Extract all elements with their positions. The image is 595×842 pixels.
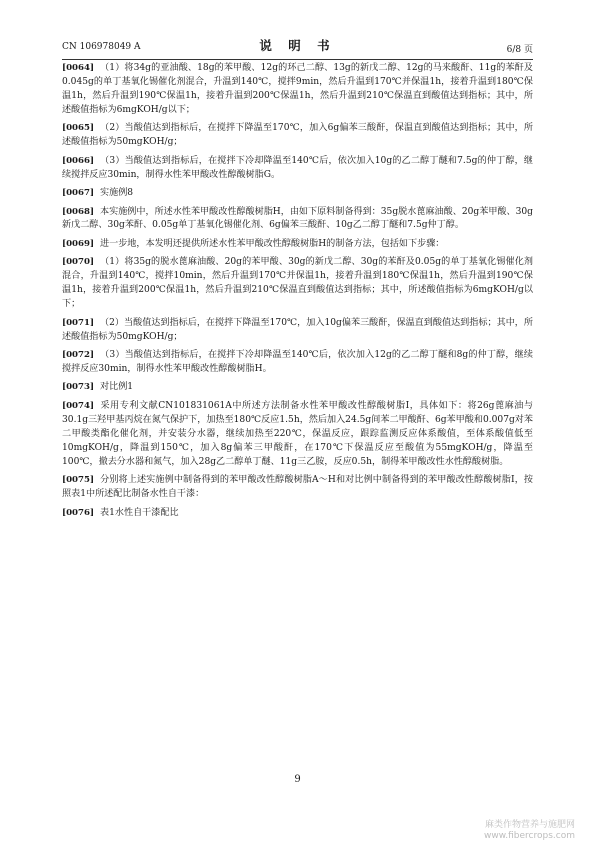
paragraph-text: （2）当酸值达到指标后，在搅拌下降温至170℃，加入6g偏苯三酸酐，保温直到酸值达到指标；其中，所述酸值指标为50mgKOH/g；	[62, 123, 533, 148]
paragraph-text: 进一步地，本发明还提供所述水性苯甲酸改性醇酸树脂H的制备方法，包括如下步骤：	[100, 238, 445, 249]
paragraph-0071	[62, 317, 533, 345]
section-heading: 实施例8	[100, 188, 134, 199]
paragraph-0073	[62, 381, 533, 395]
paragraph-0064	[62, 62, 533, 118]
paragraph-number: [0070]	[62, 257, 95, 268]
paragraph-text: （3）当酸值达到指标后，在搅拌下冷却降温至140℃后，依次加入12g的乙二醇丁醚和8g的仲丁醇，继续搅拌反应30min，制得水性苯甲酸改性醇酸树脂H。	[62, 350, 533, 374]
paragraph-number: [0072]	[62, 350, 95, 361]
paragraph-0065	[62, 122, 533, 150]
paragraph-number: [0073]	[62, 382, 95, 393]
paragraph-text: 分别将上述实施例中制备得到的苯甲酸改性醇酸树脂A～H和对比例中制备得到的苯甲酸改性醇酸树脂I，按照表1中所述配比制备水性自干漆：	[62, 475, 533, 499]
paragraph-0074	[62, 400, 533, 470]
page-number: 9	[294, 774, 301, 785]
paragraph-0075	[62, 474, 533, 502]
paragraph-number: [0064]	[62, 63, 95, 73]
paragraph-0070	[62, 256, 533, 312]
watermark-url: www.fibercrops.com	[484, 831, 575, 841]
table-caption: 表1水性自干漆配比	[100, 507, 179, 518]
paragraph-text: （3）当酸值达到指标后，在搅拌下冷却降温至140℃后，依次加入10g的乙二醇丁醚和7.5g的仲丁醇，继续搅拌反应30min，制得水性苯甲酸改性醇酸树脂G。	[62, 155, 533, 180]
watermark-title: 麻类作物营养与施肥网	[484, 820, 575, 830]
paragraph-text: 本实施例中，所述水性苯甲酸改性醇酸树脂H，由如下原料制备得到：35g脱水蓖麻油酸、20g苯甲酸、30g新戊二醇、30g苯酐、0.05g单丁基氧化锡催化剂、6g偏苯三酸酐、10g乙二醇丁醚和7.5g仲丁醇。	[62, 206, 533, 231]
paragraph-text: 采用专利文献CN101831061A中所述方法制备水性苯甲酸改性醇酸树脂I，具体如下：将26g蓖麻油与30.1g三羟甲基丙烷在氮气保护下，加热至180℃反应1.5h，然后加入24.5g间苯二甲酸酐、6g苯甲酸和0.007g对苯二甲酸类酯化催化剂，并安装分水器，继续加热至220℃，保温反应，跟踪监测反应体系酸值，至体系酸值低至10mgKOH/g，降温到150℃，加入8g偏苯三甲酸酐，在170℃下保温反应至酸值为55mgKOH/g，降温至100℃，撤去分水器和氮气，加入28g乙二醇单丁醚、11g三乙胺，反应0.5h，制得苯甲酸改性水性醇酸树脂。	[62, 400, 533, 467]
section-heading: 对比例1	[100, 382, 134, 393]
paragraph-0068	[62, 206, 533, 234]
doc-title: 说 明 书	[259, 38, 336, 53]
header-rule	[62, 59, 533, 60]
paragraph-number: [0076]	[62, 507, 95, 518]
page-header	[62, 36, 533, 58]
paragraph-text: （1）将34g的亚油酸、18g的苯甲酸、12g的环己二醇、13g的新戊二醇、12g的马来酸酐、11g的苯酐及0.045g的单丁基氧化锡催化剂混合，升温到140℃，搅拌9min，然后升温到170℃并保温1h，接着升温到180℃保温1h，然后升温到190℃保温1h，接着升温到200℃保温1h，然后升温到210℃保温直到酸值达到指标；其中，所述酸值指标为6mgKOH/g以下；	[62, 63, 533, 115]
paragraph-number: [0066]	[62, 155, 95, 166]
paragraph-number: [0069]	[62, 238, 95, 249]
paragraph-0069	[62, 238, 533, 252]
paragraph-0067	[62, 187, 533, 201]
site-watermark	[484, 820, 575, 842]
document-body	[62, 62, 533, 525]
paragraph-number: [0068]	[62, 206, 95, 217]
paragraph-number: [0075]	[62, 475, 95, 486]
paragraph-text: （2）当酸值达到指标后，在搅拌下降温至170℃，加入10g偏苯三酸酐，保温直到酸值达到指标；其中，所述酸值指标为50mgKOH/g；	[62, 317, 533, 342]
paragraph-number: [0067]	[62, 188, 95, 199]
paragraph-text: （1）将35g的脱水蓖麻油酸、20g的苯甲酸、30g的新戊二醇、30g的苯酐及0.05g的单丁基氧化锡催化剂混合，升温到140℃，搅拌10min，然后升温到170℃并保温1h，接着升温到180℃保温1h，然后升温到190℃保温1h，接着升温到200℃保温1h，然后升温到210℃保温直到酸值达到指标；其中，所述酸值指标为6mgKOH/g以下；	[62, 257, 533, 310]
doc-number: CN 106978049 A	[62, 42, 141, 52]
paragraph-0076	[62, 507, 533, 521]
page-marker: 6/8 页	[506, 45, 533, 55]
paragraph-number: [0071]	[62, 317, 95, 328]
paragraph-number: [0074]	[62, 400, 95, 411]
paragraph-0066	[62, 155, 533, 183]
paragraph-number: [0065]	[62, 123, 95, 134]
paragraph-0072	[62, 349, 533, 377]
